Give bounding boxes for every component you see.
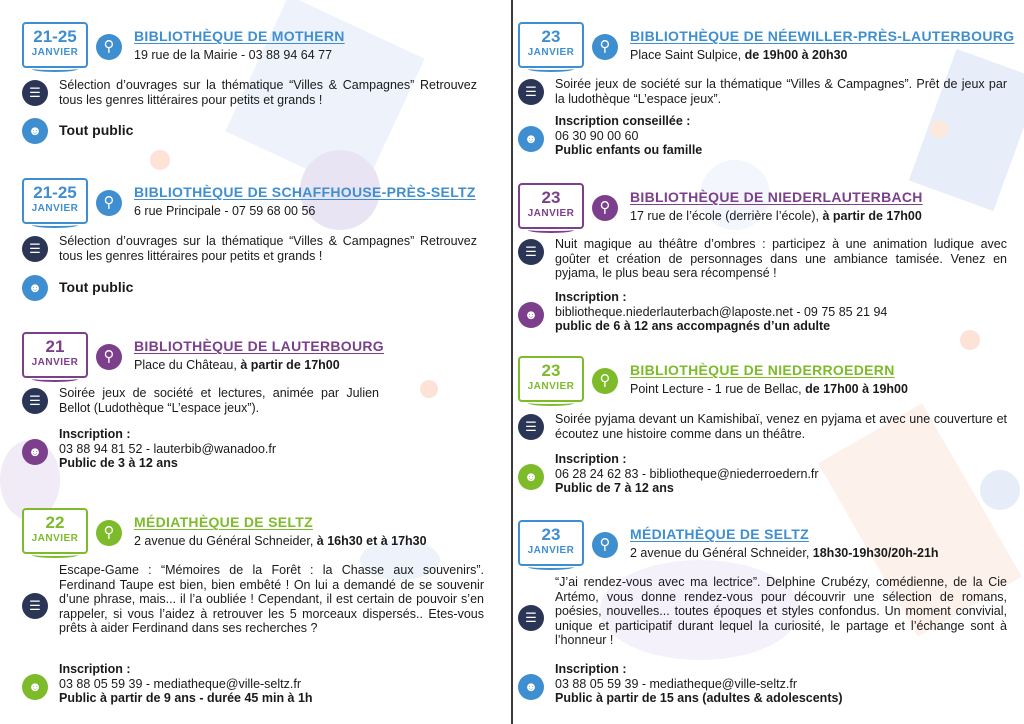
inscription-label: Inscription :	[555, 662, 627, 676]
date-badge	[22, 178, 88, 224]
library-address: 2 avenue du Général Schneider, à 16h30 et à 17h30	[134, 534, 427, 548]
inscription-block	[555, 290, 887, 334]
books-icon: ☰	[518, 79, 544, 105]
date-day: 23	[541, 361, 561, 380]
audience-label: Public de 7 à 12 ans	[555, 481, 674, 495]
event-description: Soirée pyjama devant un Kamishibaï, venez en pyjama et avec une couverture et écoutez une histoire comme dans un théâtre.	[555, 412, 1007, 441]
audience-label: Public à partir de 15 ans (adultes & adolescents)	[555, 691, 843, 705]
magnifier-icon: ⚲	[592, 368, 618, 394]
magnifier-icon: ⚲	[96, 344, 122, 370]
audience-label: Tout public	[59, 279, 134, 295]
person-icon: ☻	[22, 674, 48, 700]
date-day: 23	[541, 525, 561, 544]
books-icon: ☰	[518, 414, 544, 440]
magnifier-icon: ⚲	[96, 34, 122, 60]
date-month: JANVIER	[527, 545, 575, 556]
date-month: JANVIER	[527, 381, 575, 392]
date-badge	[518, 183, 584, 229]
inscription-label: Inscription conseillée :	[555, 114, 691, 128]
event-description: Sélection d’ouvrages sur la thématique “Villes & Campagnes” Retrouvez tous les genres littéraires pour petits et grands !	[59, 234, 477, 263]
magnifier-icon: ⚲	[592, 532, 618, 558]
audience-label: public de 6 à 12 ans accompagnés d’un adulte	[555, 319, 831, 333]
inscription-label: Inscription :	[555, 290, 627, 304]
page-divider	[511, 0, 513, 724]
inscription-block	[59, 427, 276, 471]
date-month: JANVIER	[31, 203, 79, 214]
person-icon: ☻	[518, 126, 544, 152]
person-icon: ☻	[22, 275, 48, 301]
audience-label: Public enfants ou famille	[555, 143, 703, 157]
date-badge	[22, 508, 88, 554]
event-description: Soirée jeux de société et lectures, animée par Julien Bellot (Ludothèque “L’espace jeux”).	[59, 386, 379, 415]
library-title[interactable]: MÉDIATHÈQUE DE SELTZ	[134, 514, 313, 530]
library-title[interactable]: BIBLIOTHÈQUE DE MOTHERN	[134, 28, 345, 44]
library-title[interactable]: BIBLIOTHÈQUE DE NÉEWILLER-PRÈS-LAUTERBOURG	[630, 28, 1015, 44]
library-address: 17 rue de l’école (derrière l’école), à partir de 17h00	[630, 209, 922, 223]
date-badge	[22, 332, 88, 378]
person-icon: ☻	[518, 302, 544, 328]
inscription-contact[interactable]: 03 88 05 59 39 - mediatheque@ville-seltz.fr	[555, 676, 797, 691]
date-day: 23	[541, 188, 561, 207]
inscription-contact[interactable]: 06 30 90 00 60	[555, 128, 639, 143]
library-title[interactable]: BIBLIOTHÈQUE DE NIEDERLAUTERBACH	[630, 189, 923, 205]
magnifier-icon: ⚲	[96, 190, 122, 216]
date-day: 21-25	[33, 183, 77, 202]
date-badge	[22, 22, 88, 68]
date-month: JANVIER	[527, 208, 575, 219]
person-icon: ☻	[518, 674, 544, 700]
inscription-contact[interactable]: 03 88 94 81 52 - lauterbib@wanadoo.fr	[59, 441, 277, 456]
library-address: Place Saint Sulpice, de 19h00 à 20h30	[630, 48, 848, 62]
event-description: Soirée jeux de société sur la thématique “Villes & Campagnes”. Prêt de jeux par la ludothèque “L’espace jeux”.	[555, 77, 1007, 106]
date-day: 21	[45, 337, 65, 356]
date-month: JANVIER	[527, 47, 575, 58]
event-description: Nuit magique au théâtre d’ombres : participez à une animation ludique avec goûter et création de personnages dans une ambiance tamisée. Venez en pyjama, le plus beau sera récompensé !	[555, 237, 1007, 280]
event-description: “J’ai rendez-vous avec ma lectrice”. Delphine Crubézy, comédienne, de la Cie Artémo, vous donne rendez-vous pour découvrir une sélection de romans, poésies, nouvelles... toutes époques et styles confondus. Un moment convivial, unique et participatif durant lequel la curiosité, le partage et l’échange sont à l’honneur !	[555, 575, 1007, 647]
person-icon: ☻	[22, 118, 48, 144]
event-description: Sélection d’ouvrages sur la thématique “Villes & Campagnes” Retrouvez tous les genres littéraires pour petits et grands !	[59, 78, 477, 107]
date-month: JANVIER	[31, 357, 79, 368]
library-address: Place du Château, à partir de 17h00	[134, 358, 340, 372]
date-day: 21-25	[33, 27, 77, 46]
library-address: Point Lecture - 1 rue de Bellac, de 17h00 à 19h00	[630, 382, 908, 396]
date-badge	[518, 356, 584, 402]
inscription-label: Inscription :	[59, 662, 131, 676]
magnifier-icon: ⚲	[96, 520, 122, 546]
inscription-block	[555, 114, 702, 158]
inscription-label: Inscription :	[555, 452, 627, 466]
library-title[interactable]: BIBLIOTHÈQUE DE NIEDERROEDERN	[630, 362, 895, 378]
audience-label: Public à partir de 9 ans - durée 45 min à 1h	[59, 691, 313, 705]
books-icon: ☰	[22, 80, 48, 106]
person-icon: ☻	[518, 464, 544, 490]
inscription-block	[555, 452, 819, 496]
library-title[interactable]: MÉDIATHÈQUE DE SELTZ	[630, 526, 809, 542]
date-day: 23	[541, 27, 561, 46]
books-icon: ☰	[518, 239, 544, 265]
library-title[interactable]: BIBLIOTHÈQUE DE LAUTERBOURG	[134, 338, 384, 354]
person-icon: ☻	[22, 439, 48, 465]
inscription-contact[interactable]: 06 28 24 62 83 - bibliotheque@niederroedern.fr	[555, 466, 819, 481]
event-description: Escape-Game : “Mémoires de la Forêt : la Chasse aux souvenirs”. Ferdinand Taupe est bien, bien embêté ! On lui a demandé de se souvenir d’une phrase, mais... il l’a oubliée ! Cependant, il est certain de pouvoir s’en rappeler, si vous l’aidez à retrouver les 5 morceaux dispersés.. Etes-vous prêts à aider Ferdinand dans ses recherches ?	[59, 563, 484, 635]
audience-label: Tout public	[59, 122, 134, 138]
inscription-contact[interactable]: bibliotheque.niederlauterbach@laposte.net - 09 75 85 21 94	[555, 304, 888, 319]
magnifier-icon: ⚲	[592, 195, 618, 221]
library-address: 19 rue de la Mairie - 03 88 94 64 77	[134, 48, 333, 62]
inscription-block	[59, 662, 313, 706]
date-badge	[518, 22, 584, 68]
books-icon: ☰	[22, 388, 48, 414]
date-day: 22	[45, 513, 65, 532]
date-month: JANVIER	[31, 533, 79, 544]
library-title[interactable]: BIBLIOTHÈQUE DE SCHAFFHOUSE-PRÈS-SELTZ	[134, 184, 476, 200]
books-icon: ☰	[22, 593, 48, 619]
library-address: 6 rue Principale - 07 59 68 00 56	[134, 204, 316, 218]
inscription-contact[interactable]: 03 88 05 59 39 - mediatheque@ville-seltz.fr	[59, 676, 301, 691]
inscription-block	[555, 662, 843, 706]
library-address: 2 avenue du Général Schneider, 18h30-19h30/20h-21h	[630, 546, 939, 560]
date-badge	[518, 520, 584, 566]
date-month: JANVIER	[31, 47, 79, 58]
magnifier-icon: ⚲	[592, 34, 618, 60]
audience-label: Public de 3 à 12 ans	[59, 456, 178, 470]
books-icon: ☰	[22, 236, 48, 262]
books-icon: ☰	[518, 605, 544, 631]
inscription-label: Inscription :	[59, 427, 131, 441]
